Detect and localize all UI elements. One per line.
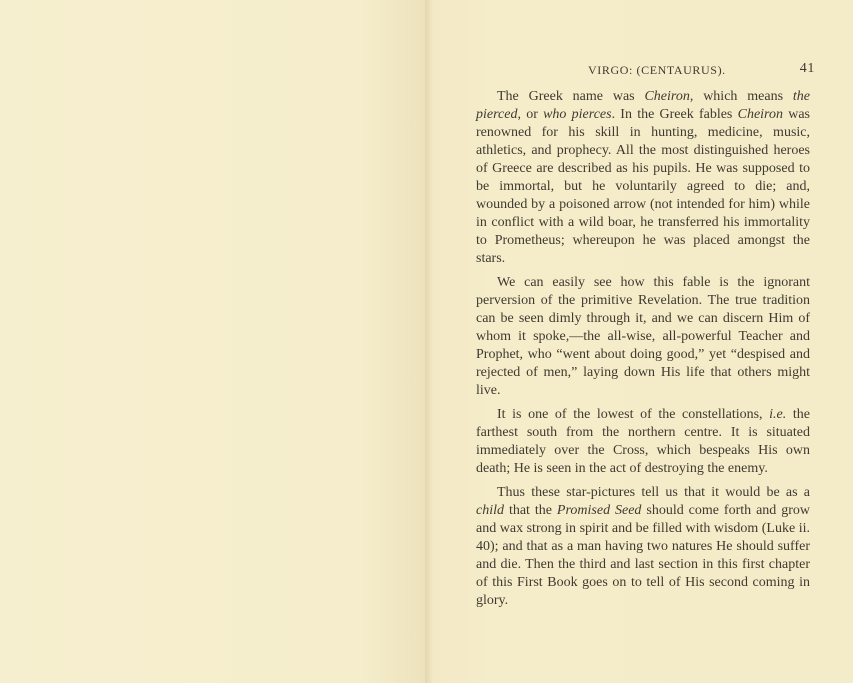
running-title: VIRGO: (CENTAURUS). xyxy=(588,63,726,77)
text-span: the farthest south from the northern centre. It is situated immediately over the Cross, which bespeaks His own death; He is seen in the act of destroying the enemy. xyxy=(476,407,810,476)
text-span: Thus these star-pictures tell us that it would be as a xyxy=(497,485,810,500)
paragraph-4 xyxy=(476,484,810,610)
book-gutter xyxy=(425,0,433,683)
italic-cheiron: Cheiron xyxy=(737,107,783,122)
text-span: should come forth and grow and wax strong in spirit and be filled with wisdom (Luke ii. 40); and that as a man having two natures He should suffer and die. Then the third and last section in this first chapter of this First Book goes on to tell of His second coming in glory. xyxy=(476,503,810,608)
italic-child: child xyxy=(476,503,504,518)
text-span: , which means xyxy=(689,89,793,104)
body-text xyxy=(476,88,810,610)
page-number: 41 xyxy=(799,61,815,76)
text-span: . In the Greek fables xyxy=(611,107,738,122)
text-span: It is one of the lowest of the constellations, xyxy=(497,407,770,422)
paragraph-1 xyxy=(476,88,810,268)
left-page xyxy=(0,0,425,683)
italic-the-pierced: the pierced xyxy=(476,89,810,122)
text-span: was renowned for his skill in hunting, medicine, music, athletics, and prophecy. All the most distinguished heroes of Greece are described as his pupils. He was supposed to be immortal, but he voluntarily agreed to die; and, wounded by a poisoned arrow (not intended for him) while in conflict with a wild boar, he transferred his immortality to Prometheus; whereupon he was placed amongst the stars. xyxy=(476,107,810,266)
running-head xyxy=(588,61,815,81)
paragraph-3 xyxy=(476,406,810,478)
italic-promised-seed: Promised Seed xyxy=(556,503,642,518)
italic-who-pierces: who pierces xyxy=(543,107,612,122)
italic-ie: i.e. xyxy=(769,407,787,422)
text-span: that the xyxy=(504,503,557,518)
text-span: , or xyxy=(517,107,544,122)
italic-cheiron: Cheiron xyxy=(644,89,690,104)
paragraph-2: We can easily see how this fable is the ignorant perversion of the primitive Revelation. The true tradition can be seen dimly through it, and we can discern Him of whom it spoke,—the all-wise, all-powerful Teacher and Prophet, who “went about doing good,” yet “despised and rejected of men,” laying down His life that others might live. xyxy=(476,275,810,398)
text-span: The Greek name was xyxy=(497,89,645,104)
